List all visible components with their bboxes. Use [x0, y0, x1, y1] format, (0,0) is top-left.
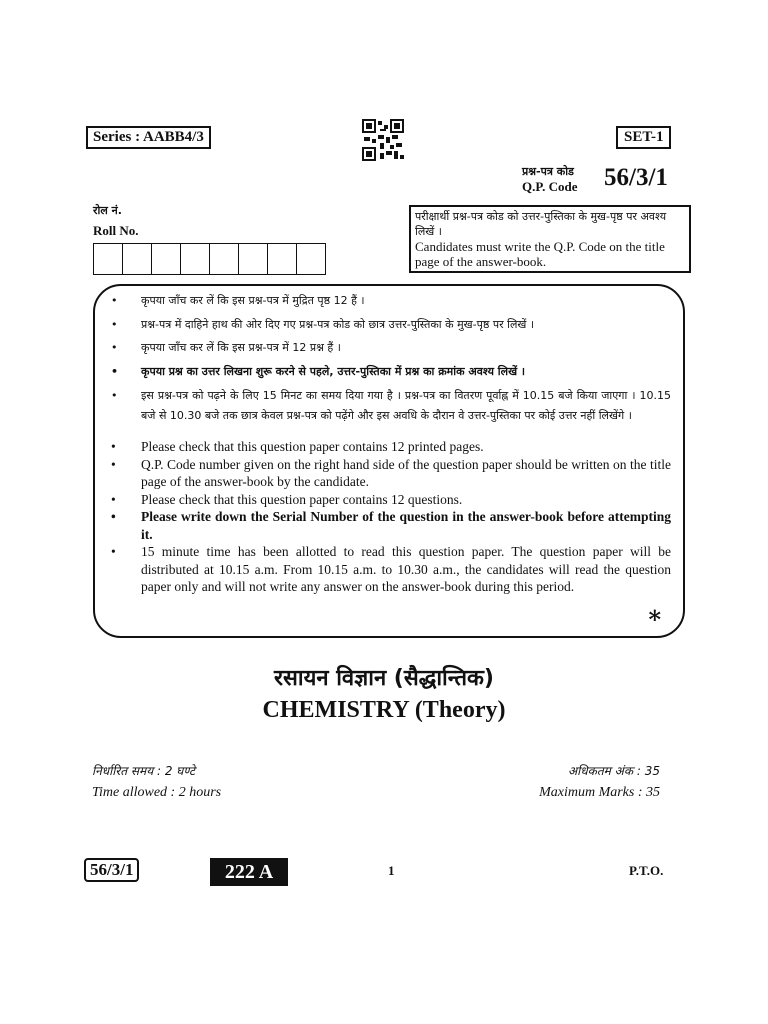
instruction-hi-3: • कृपया जाँच कर लें कि इस प्रश्न-पत्र में 12 प्रश्न हैं ।	[141, 339, 671, 357]
roll-label-english: Roll No.	[93, 223, 139, 238]
instructions-english	[105, 438, 671, 596]
qp-code-label-english: Q.P. Code	[522, 179, 578, 194]
roll-digit-box[interactable]	[123, 244, 152, 274]
instruction-en-2: • Q.P. Code number given on the right hand side of the question paper should be written on the title page of the answer-book by the candidate.	[141, 456, 671, 491]
maximum-marks-english: Maximum Marks : 35	[539, 785, 660, 800]
instruction-en-3: • Please check that this question paper contains 12 questions.	[141, 491, 671, 509]
qp-code-label-hindi: प्रश्न-पत्र कोड	[522, 165, 574, 178]
roll-digit-box[interactable]	[268, 244, 297, 274]
instruction-hi-4: • कृपया प्रश्न का उत्तर लिखना शुरू करने से पहले, उत्तर-पुस्तिका में प्रश्न का क्रमांक अवश्य लिखें ।	[141, 363, 671, 381]
roll-digit-box[interactable]	[210, 244, 239, 274]
instructions-hindi	[105, 292, 671, 426]
roll-number-boxes[interactable]	[93, 243, 326, 275]
roll-digit-box[interactable]	[152, 244, 181, 274]
time-allowed-english: Time allowed : 2 hours	[92, 785, 222, 800]
candidate-note-english: Candidates must write the Q.P. Code on the title page of the answer-book.	[415, 239, 665, 269]
title-english: CHEMISTRY (Theory)	[262, 697, 506, 723]
maximum-marks	[510, 760, 660, 804]
roll-digit-box[interactable]	[181, 244, 210, 274]
instruction-en-4: • Please write down the Serial Number of the question in the answer-book before attempting it.	[141, 508, 671, 543]
roll-digit-box[interactable]	[94, 244, 123, 274]
set-label: SET-1	[616, 126, 671, 149]
instruction-hi-2: • प्रश्न-पत्र में दाहिने हाथ की ओर दिए गए प्रश्न-पत्र कोड को छात्र उत्तर-पुस्तिका के मुख-पृष्ठ पर लिखें ।	[141, 316, 671, 334]
qr-code-icon	[362, 119, 404, 161]
instruction-hi-5: • इस प्रश्न-पत्र को पढ़ने के लिए 15 मिनट का समय दिया गया है । प्रश्न-पत्र का वितरण पूर्वाह्न में 10.15 बजे किया जाएगा । 10.15 बजे से 10.30 बजे तक छात्र केवल प्रश्न-पत्र को पढ़ेंगे और इस अवधि के दौरान वे उत्तर-पुस्तिका पर कोई उत्तर नहीं लिखेंगे ।	[141, 386, 671, 426]
series-label: Series : AABB4/3	[86, 126, 211, 149]
footer-paper-code: 222 A	[210, 858, 288, 886]
star-mark: *	[648, 605, 661, 634]
roll-label-hindi: रोल नं.	[93, 204, 122, 217]
instruction-en-5: • 15 minute time has been allotted to read this question paper. The question paper will be distributed at 10.15 a.m. From 10.15 a.m. to 10.30 a.m., the candidates will read the question paper only and will not write any answer on the answer-book during this period.	[141, 543, 671, 596]
title-hindi: रसायन विज्ञान (सैद्धान्तिक)	[274, 666, 494, 691]
roll-number-label	[93, 201, 139, 241]
maximum-marks-hindi: अधिकतम अंक : 35	[567, 764, 660, 778]
qp-code-label	[522, 164, 578, 194]
instruction-hi-1: • कृपया जाँच कर लें कि इस प्रश्न-पत्र में मुद्रित पृष्ठ 12 हैं ।	[141, 292, 671, 310]
time-allowed-hindi: निर्धारित समय : 2 घण्टे	[92, 764, 196, 778]
time-allowed	[92, 760, 221, 804]
roll-digit-box[interactable]	[297, 244, 325, 274]
instructions-box	[93, 284, 685, 638]
qp-code-value: 56/3/1	[604, 164, 668, 191]
candidate-note-hindi: परीक्षार्थी प्रश्न-पत्र कोड को उत्तर-पुस्तिका के मुख-पृष्ठ पर अवश्य लिखें ।	[415, 210, 667, 238]
pto-label: P.T.O.	[629, 863, 664, 878]
instruction-en-1: • Please check that this question paper contains 12 printed pages.	[141, 438, 671, 456]
roll-digit-box[interactable]	[239, 244, 268, 274]
footer-qp-code: 56/3/1	[84, 858, 139, 882]
page-number: 1	[388, 863, 395, 878]
candidate-note-box	[409, 205, 691, 273]
